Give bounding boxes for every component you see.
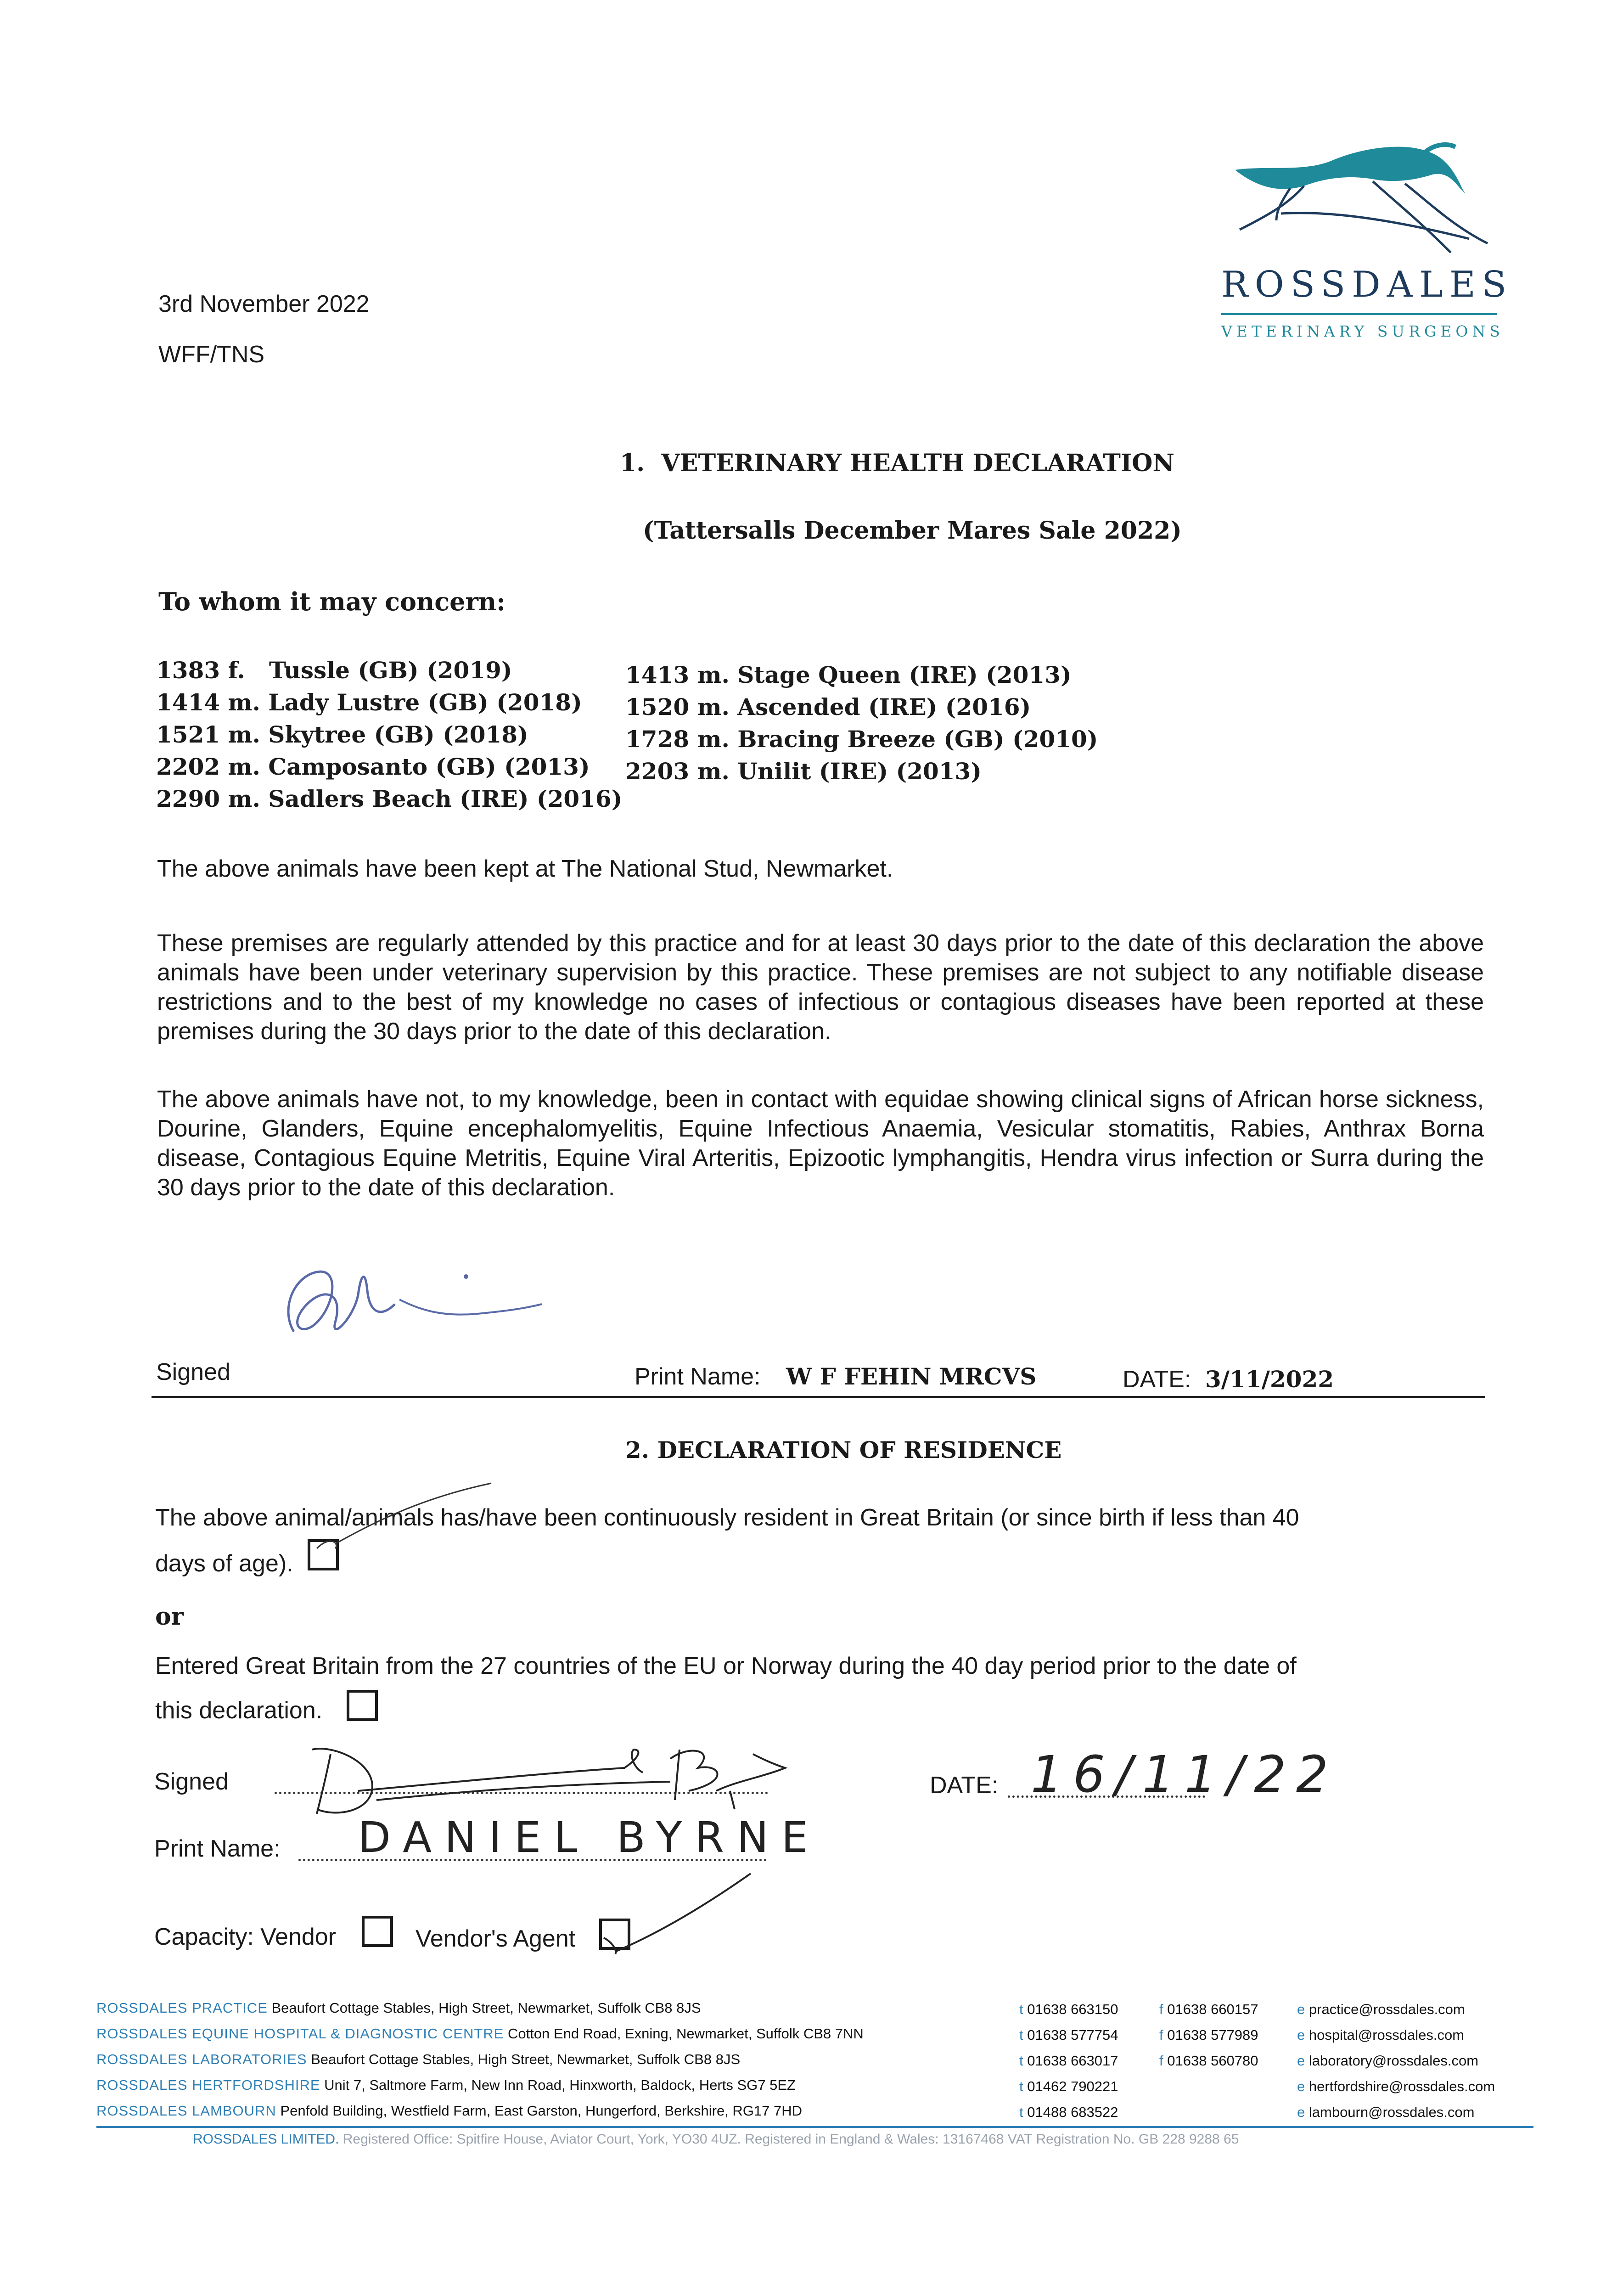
entered-checkbox[interactable]: [347, 1690, 378, 1721]
residence-option1-line2: days of age).: [155, 1550, 293, 1577]
animal-item: 1728 m. Bracing Breeze (GB) (2010): [625, 726, 1098, 753]
vendor-date-handwritten: 16/11/22: [1031, 1745, 1339, 1804]
footer-address-row: [96, 2077, 796, 2093]
capacity-vendor-label: Capacity: Vendor: [154, 1924, 337, 1950]
footer-email[interactable]: e hertfordshire@rossdales.com: [1297, 2078, 1495, 2094]
letter-date: 3rd November 2022: [158, 291, 370, 317]
letter-reference: WFF/TNS: [158, 341, 265, 368]
residence-option2-line2: this declaration.: [155, 1697, 323, 1724]
footer-address-row: [96, 2103, 802, 2119]
section1-date-label: DATE:: [1123, 1366, 1191, 1393]
footer-legal-org: ROSSDALES LIMITED.: [193, 2132, 339, 2147]
footer-fax: f 01638 660157: [1159, 2001, 1258, 2017]
footer-tel: t 01638 577754: [1019, 2027, 1118, 2043]
animal-item: 2202 m. Camposanto (GB) (2013): [156, 753, 590, 780]
footer-address-row: [96, 2000, 701, 2016]
supervision-paragraph: These premises are regularly attended by this practice and for at least 30 days prior to the date of this declaration the above animals have been under veterinary supervision by this practice. These premises are not subject to any notifiable disease restrictions and to the best of my knowledge no cases of infectious or contagious diseases have been reported at these premises during the 30 days prior to the date of this declaration.: [157, 930, 1484, 1045]
contact-paragraph: The above animals have not, to my knowledge, been in contact with equidae showing clinical signs of African horse sickness, Dourine, Glanders, Equine encephalomyelitis, Equine Infectious Anaemia, Vesicular stomatitis, Rabies, Anthrax Borna disease, Contagious Equine Metritis, Equine Viral Arteritis, Epizootic lymphangitis, Hendra virus infection or Surra during the 30 days prior to the date of this declaration.: [157, 1086, 1484, 1201]
footer-address: Penfold Building, Westfield Farm, East Garston, Hungerford, Berkshire, RG17 7HD: [280, 2103, 803, 2119]
logo-name: ROSSDALES: [1221, 264, 1513, 305]
footer-tel: t 01462 790221: [1019, 2078, 1118, 2094]
footer-legal-text: Registered Office: Spitfire House, Aviator Court, York, YO30 4UZ. Registered in England & Wales: 13167468 VAT Registration No. GB 228 9288 65: [343, 2132, 1239, 2147]
section1-print-name-label: Print Name:: [635, 1363, 761, 1390]
animal-item: 1414 m. Lady Lustre (GB) (2018): [156, 689, 582, 716]
vendor-name-handwritten: DANIEL BYRNE: [358, 1813, 821, 1862]
footer-org: ROSSDALES PRACTICE: [96, 2000, 268, 2016]
footer-org: ROSSDALES LABORATORIES: [96, 2051, 307, 2067]
footer-tel: t 01638 663150: [1019, 2001, 1118, 2017]
footer-address: Beaufort Cottage Stables, High Street, Newmarket, Suffolk CB8 8JS: [271, 2000, 701, 2016]
footer-address-row: [96, 2051, 740, 2068]
rossdales-logo: [1212, 133, 1513, 354]
section-divider: [152, 1396, 1485, 1398]
section2-date-label: DATE:: [930, 1772, 999, 1799]
footer-email[interactable]: e laboratory@rossdales.com: [1297, 2053, 1479, 2069]
section1-signed-label: Signed: [156, 1359, 230, 1385]
animal-item: 1383 f. Tussle (GB) (2019): [156, 657, 512, 684]
footer-fax: f 01638 577989: [1159, 2027, 1258, 2043]
kept-statement: The above animals have been kept at The National Stud, Newmarket.: [157, 855, 893, 882]
section2-title: 2. DECLARATION OF RESIDENCE: [625, 1436, 1062, 1463]
footer-legal: [193, 2132, 1239, 2147]
footer-address: Beaufort Cottage Stables, High Street, Newmarket, Suffolk CB8 8JS: [311, 2051, 741, 2067]
residence-option1-line1: The above animal/animals has/have been continuously resident in Great Britain (or since birth if less than 40: [155, 1504, 1299, 1531]
section1-date-value: 3/11/2022: [1205, 1366, 1334, 1393]
animal-item: 1521 m. Skytree (GB) (2018): [156, 721, 528, 748]
footer-email[interactable]: e practice@rossdales.com: [1297, 2001, 1465, 2017]
residence-option2-line1: Entered Great Britain from the 27 countries of the EU or Norway during the 40 day period prior to the date of: [155, 1653, 1297, 1679]
footer-org: ROSSDALES EQUINE HOSPITAL & DIAGNOSTIC CENTRE: [96, 2026, 504, 2042]
footer-fax: f 01638 560780: [1159, 2053, 1258, 2069]
footer-address-row: [96, 2026, 864, 2042]
footer-address: Unit 7, Saltmore Farm, New Inn Road, Hinxworth, Baldock, Herts SG7 5EZ: [324, 2077, 796, 2093]
footer-email[interactable]: e hospital@rossdales.com: [1297, 2027, 1465, 2043]
section1-subtitle: (Tattersalls December Mares Sale 2022): [643, 517, 1182, 545]
vet-signature: [266, 1240, 551, 1378]
animal-item: 2290 m. Sadlers Beach (IRE) (2016): [156, 785, 623, 812]
animal-item: 1520 m. Ascended (IRE) (2016): [625, 693, 1031, 720]
footer-org: ROSSDALES HERTFORDSHIRE: [96, 2077, 320, 2093]
animal-item: 1413 m. Stage Queen (IRE) (2013): [625, 661, 1072, 688]
vendor-agent-check-mark: [595, 1864, 769, 1965]
footer-tel: t 01488 683522: [1019, 2104, 1118, 2120]
vendor-agent-label: Vendor's Agent: [416, 1925, 576, 1952]
section1-print-name-value: W F FEHIN MRCVS: [786, 1363, 1037, 1390]
section2-print-name-label: Print Name:: [154, 1835, 281, 1862]
or-label: or: [155, 1603, 184, 1631]
footer-address: Cotton End Road, Exning, Newmarket, Suffolk CB8 7NN: [507, 2026, 864, 2042]
footer-org: ROSSDALES LAMBOURN: [96, 2103, 276, 2119]
section2-signed-label: Signed: [154, 1768, 229, 1795]
logo-subtitle: VETERINARY SURGEONS: [1221, 322, 1504, 340]
section1-title: 1. VETERINARY HEALTH DECLARATION: [620, 449, 1175, 477]
animal-item: 2203 m. Unilit (IRE) (2013): [625, 758, 982, 785]
horse-logo-icon: [1212, 133, 1506, 271]
resident-check-mark: [303, 1480, 496, 1558]
logo-rule: [1221, 313, 1497, 315]
footer-divider: [96, 2126, 1533, 2128]
footer-tel: t 01638 663017: [1019, 2053, 1118, 2069]
footer-email[interactable]: e lambourn@rossdales.com: [1297, 2104, 1475, 2120]
salutation: To whom it may concern:: [158, 587, 506, 616]
vendor-checkbox[interactable]: [362, 1916, 393, 1947]
